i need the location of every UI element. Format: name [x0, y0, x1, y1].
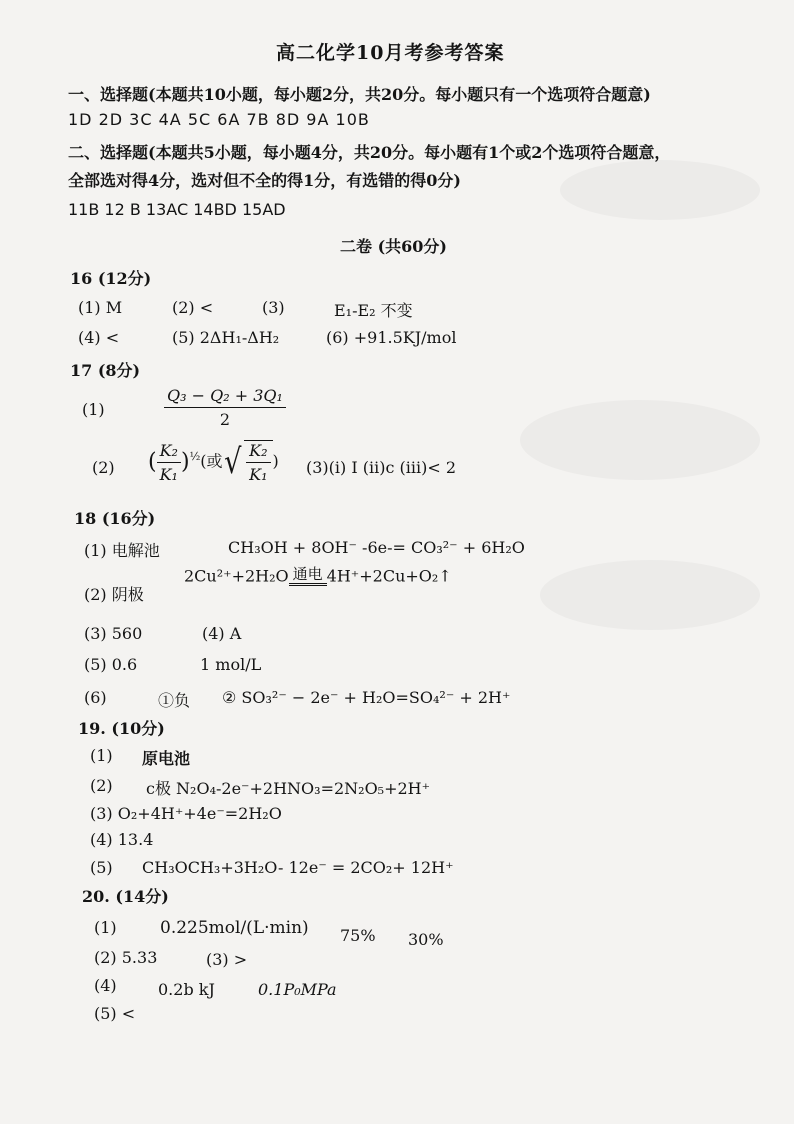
q18-answer-6-part2: ② SO₃²⁻ − 2e⁻ + H₂O=SO₄²⁻ + 2H⁺: [222, 688, 511, 707]
q20-answer-4-value-1: 0.2b kJ: [158, 980, 215, 999]
section1-answers: 1D 2D 3C 4A 5C 6A 7B 8D 9A 10B: [68, 110, 370, 129]
q17-or-text: (或: [200, 451, 223, 471]
q18-answer-6-part1: ①负: [158, 691, 191, 710]
q17-k-ratio-denominator: K₁: [159, 464, 178, 484]
q17-sqrt-numerator: K₂: [246, 441, 270, 463]
q19-answer-3: (3) O₂+4H⁺+4e⁻=2H₂O: [90, 804, 282, 823]
q20-answer-1-value-2: 75%: [340, 926, 376, 945]
scan-smudge: [540, 560, 760, 630]
part2-heading: 二卷 (共60分): [340, 237, 447, 256]
q16-answer-2: (2) <: [172, 298, 214, 317]
q17-heading: 17 (8分): [70, 361, 141, 380]
q17-fraction-numerator: Q₃ − Q₂ + 3Q₁: [164, 386, 286, 408]
q16-answer-5: (5) 2ΔH₁-ΔH₂: [172, 328, 280, 347]
q18-answer-3: (3) 560: [84, 624, 143, 643]
q18-eq-condition: 通电: [289, 566, 327, 586]
q18-answer-5: (5) 0.6: [84, 655, 138, 674]
q19-answer-1-value: 原电池: [142, 749, 191, 768]
q18-eq-left: 2Cu²⁺+2H₂O: [184, 566, 289, 586]
q18-eq-right: 4H⁺+2Cu+O₂↑: [326, 566, 452, 586]
q18-answer-4: (4) A: [202, 624, 242, 643]
q20-answer-5: (5) <: [94, 1004, 136, 1023]
q20-answer-1: (1): [94, 918, 117, 937]
section2-heading-line2: 全部选对得4分，选对但不全的得1分，有选错的得0分): [68, 171, 461, 190]
q19-answer-5-value: CH₃OCH₃+3H₂O- 12e⁻ = 2CO₂+ 12H⁺: [142, 858, 454, 877]
q20-answer-3: (3) >: [206, 950, 248, 969]
sqrt-icon: √: [224, 442, 242, 482]
section2-answers: 11B 12 B 13AC 14BD 15AD: [68, 200, 286, 219]
section2-heading-line1: 二、选择题(本题共5小题，每小题4分，共20分。每小题有1个或2个选项符合题意，: [68, 143, 671, 162]
q17-answer-1-fraction: [164, 386, 286, 429]
q19-answer-1: (1): [90, 746, 113, 765]
q18-heading: 18 (16分): [74, 509, 156, 528]
scan-smudge: [520, 400, 760, 480]
q16-answer-6: (6) +91.5KJ/mol: [326, 328, 457, 347]
q18-answer-1: (1) 电解池: [84, 541, 160, 560]
q16-heading: 16 (12分): [70, 269, 152, 288]
scan-smudge: [560, 160, 760, 220]
q16-answer-1: (1) M: [78, 298, 123, 317]
page-title: 高二化学10月考参考答案: [276, 42, 505, 64]
q20-answer-2: (2) 5.33: [94, 948, 158, 967]
q17-answer-2-label: (2): [92, 458, 115, 477]
q17-answer-1-label: (1): [82, 400, 105, 419]
q16-answer-3-label: (3): [262, 298, 285, 317]
q17-answer-2-expression: ( $\frac{\text{K₂}}{\text{K₁}}$ )$^{\frac{1}{2}}$(或 √ $\frac{\text{K₂}}{\text{K₁}}$ ): [148, 440, 279, 484]
q20-answer-4: (4): [94, 976, 117, 995]
q20-answer-1-value-3: 30%: [408, 930, 444, 949]
q20-heading: 20. (14分): [82, 887, 169, 906]
q19-answer-4: (4) 13.4: [90, 830, 154, 849]
q19-answer-2: (2): [90, 776, 113, 795]
q18-answer-2: (2) 阴极: [84, 585, 144, 604]
q19-answer-5: (5): [90, 858, 113, 877]
q18-answer-1-equation: CH₃OH + 8OH⁻ -6e-= CO₃²⁻ + 6H₂O: [228, 538, 525, 557]
q19-answer-2-value: c极 N₂O₄-2e⁻+2HNO₃=2N₂O₅+2H⁺: [146, 779, 431, 798]
q17-exponent: ½: [189, 450, 201, 464]
q17-sqrt-denominator: K₁: [249, 465, 268, 484]
q20-answer-4-value-2: 0.1P₀MPa: [258, 980, 337, 999]
q18-answer-5-value: 1 mol/L: [200, 655, 262, 674]
section1-heading: 一、选择题(本题共10小题，每小题2分，共20分。每小题只有一个选项符合题意): [68, 85, 651, 104]
q18-answer-6: (6): [84, 688, 107, 707]
q20-answer-1-value: 0.225mol/(L·min): [160, 918, 309, 938]
q17-k-ratio-numerator: K₂: [157, 441, 181, 463]
q16-answer-3-value: E₁-E₂ 不变: [334, 301, 413, 320]
q17-fraction-denominator: 2: [219, 410, 231, 429]
q18-answer-2-equation: [184, 566, 452, 586]
q19-heading: 19. (10分): [78, 719, 165, 738]
q17-close-paren: ): [272, 451, 279, 471]
q16-answer-4: (4) <: [78, 328, 120, 347]
q17-answer-3: (3)(ⅰ) I (ⅱ)c (ⅲ)< 2: [306, 458, 457, 477]
